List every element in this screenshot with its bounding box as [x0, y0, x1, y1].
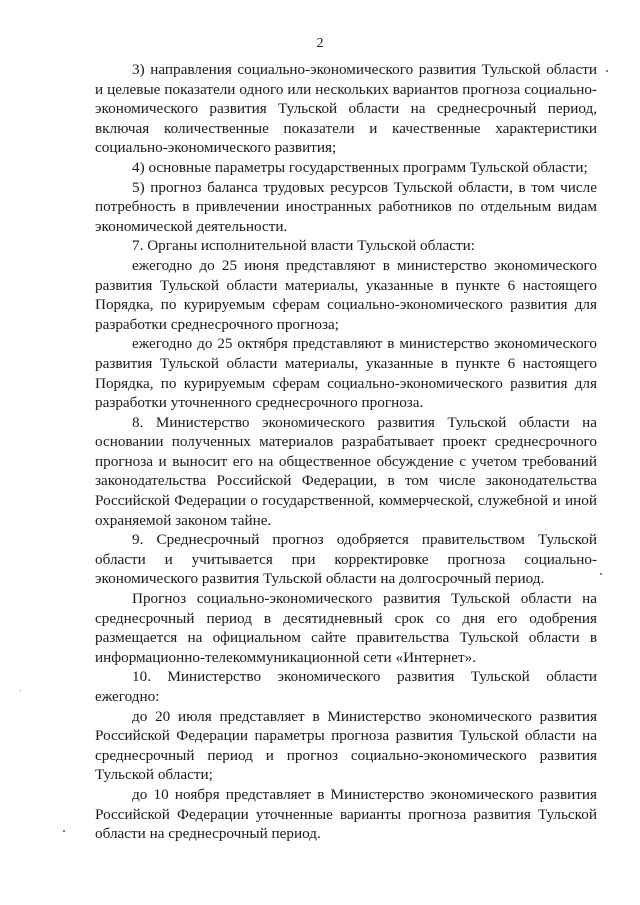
page-number: 2	[316, 36, 324, 51]
scan-speck	[606, 70, 608, 72]
paragraph-section-8: 8. Министерство экономического развития Тульской области на основании полученных материалов разрабатывает проект среднесрочного прогноза и выносит его на общественное обсуждение с учетом требований законодательства Российской Федерации, в том числе законодательства Российской Федерации о государственной, коммерческой, служебной и иной охраняемой законом тайне.	[95, 413, 597, 529]
document-body	[95, 60, 597, 844]
paragraph-section-10: 10. Министерство экономического развития Тульской области ежегодно:	[95, 668, 597, 705]
paragraph-item-4: 4) основные параметры государственных программ Тульской области;	[132, 158, 588, 176]
paragraph-november-deadline: до 10 ноября представляет в Министерство экономического развития Российской Федерации уточненные варианты прогноза развития Тульской области на среднесрочный период.	[95, 785, 597, 843]
scan-speck	[20, 690, 21, 691]
paragraph-item-3: 3) направления социально-экономического развития Тульской области и целевые показатели одного или нескольких вариантов прогноза социально-экономического развития Тульской области на среднесрочный период, включая количественные показатели и качественные характеристики социально-экономического развития;	[95, 61, 597, 157]
paragraph-item-5: 5) прогноз баланса трудовых ресурсов Тульской области, в том числе потребность в привлечении иностранных работников по отдельным видам экономической деятельности.	[95, 178, 597, 235]
paragraph-june-deadline: ежегодно до 25 июня представляют в министерство экономического развития Тульской области материалы, указанные в пункте 6 настоящего Порядка, по курируемым сферам социально-экономического развития для разработки среднесрочного прогноза;	[95, 256, 597, 333]
paragraph-section-9: 9. Среднесрочный прогноз одобряется правительством Тульской области и учитывается при корректировке прогноза социально-экономического развития Тульской области на долгосрочный период.	[95, 531, 597, 588]
paragraph-forecast-publication: Прогноз социально-экономического развития Тульской области на среднесрочный период в десятидневный срок со дня его одобрения размещается на официальном сайте правительства Тульской области в информационно-телекоммуникационной сети «Интернет».	[95, 590, 597, 666]
paragraph-october-deadline: ежегодно до 25 октября представляют в министерство экономического развития Тульской области материалы, указанные в пункте 6 настоящего Порядка, по курируемым сферам социально-экономического развития для разработки уточненного среднесрочного прогноза.	[95, 335, 597, 412]
scan-speck	[600, 573, 602, 575]
paragraph-july-deadline: до 20 июля представляет в Министерство экономического развития Российской Федерации параметры прогноза развития Тульской области на среднесрочный период и прогноз социально-экономического развития Тульской области;	[95, 707, 597, 784]
paragraph-section-7: 7. Органы исполнительной власти Тульской области:	[132, 237, 475, 255]
scan-speck	[63, 830, 65, 832]
